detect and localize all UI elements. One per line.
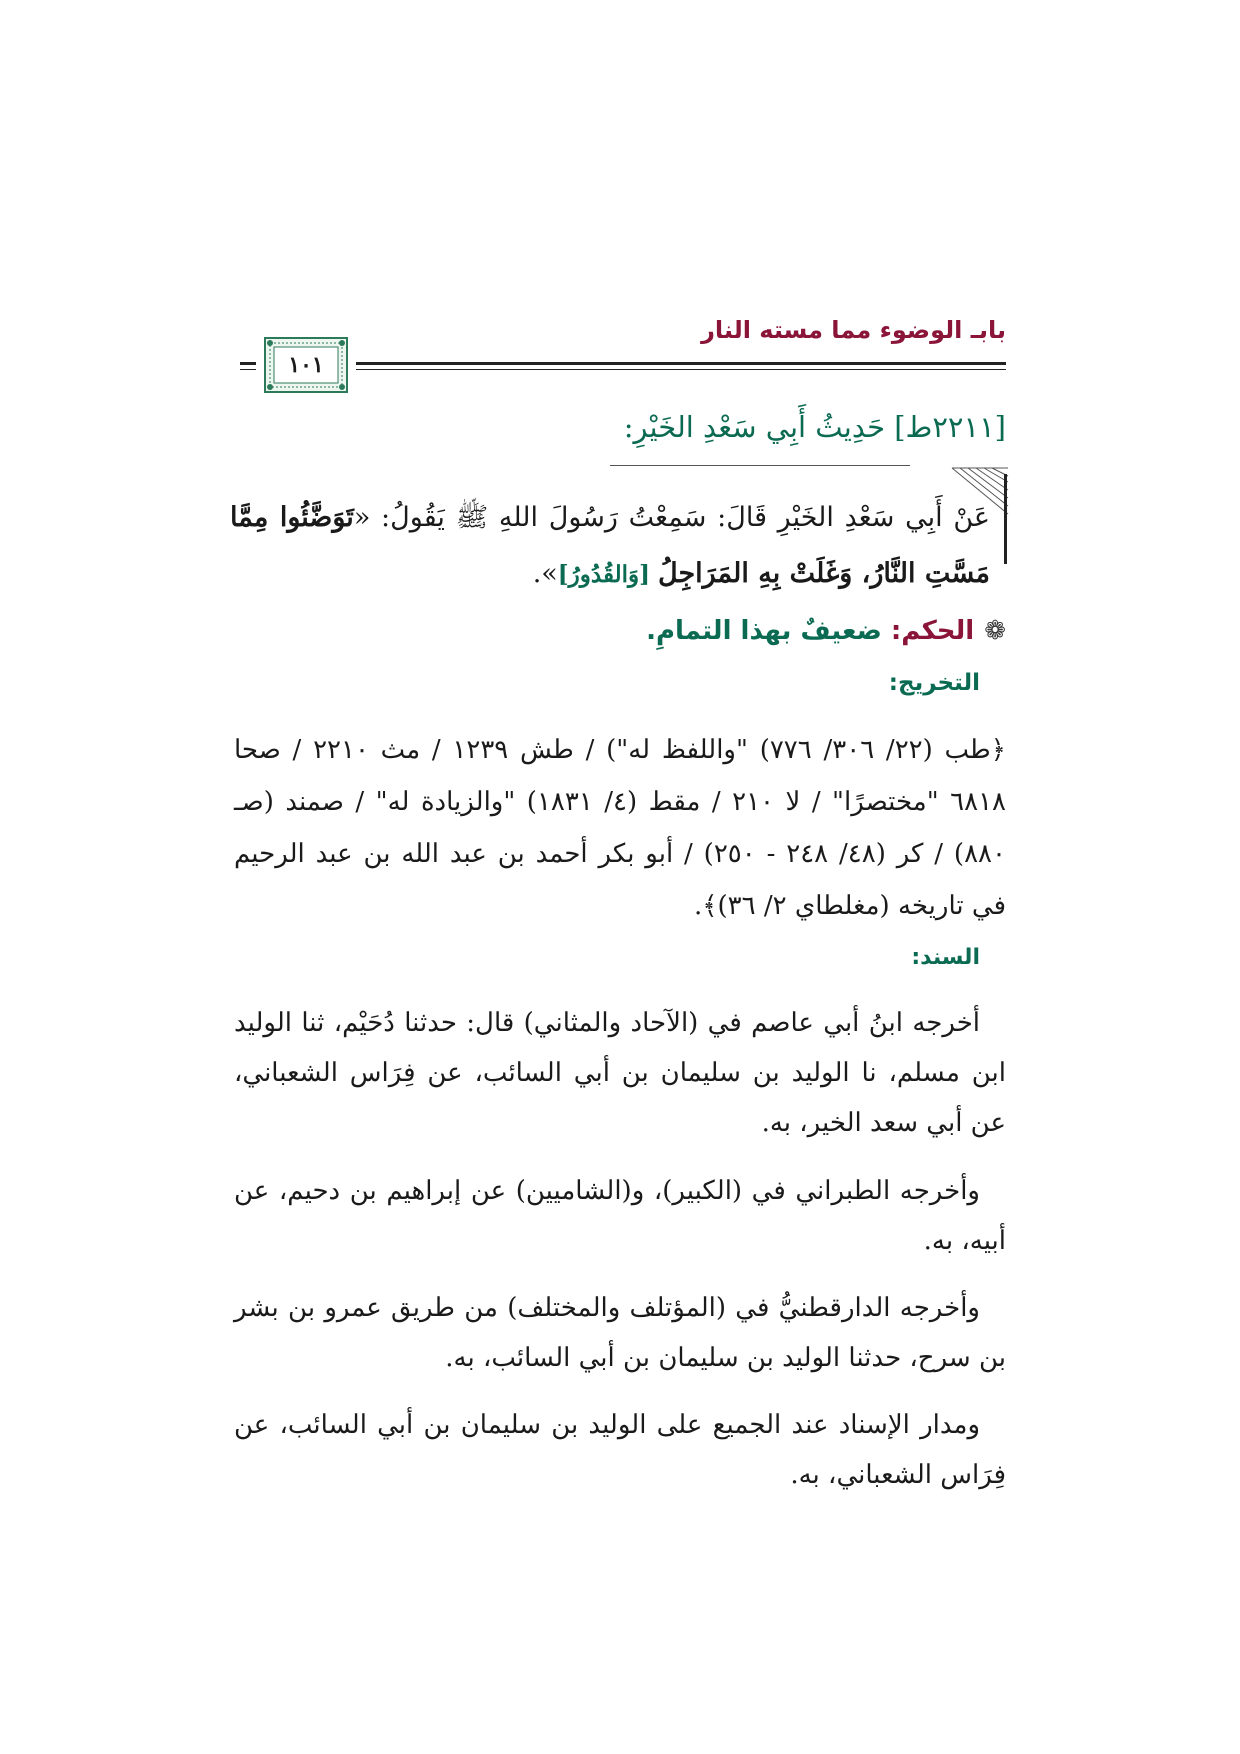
sanad-paragraph-2: وأخرجه الطبراني في (الكبير)، و(الشاميين) عن إبراهيم بن دحيم، عن أبيه، به.	[234, 1176, 1006, 1256]
matn-side-bar	[1004, 474, 1007, 564]
sanad-heading: السند:	[911, 945, 980, 970]
hadith-matn	[230, 490, 990, 603]
matn-end: ».	[532, 558, 558, 589]
hukm-label: الحكم:	[890, 616, 975, 646]
header-rule-thin	[356, 369, 1006, 370]
header-rule-left-thin	[240, 369, 256, 370]
matn-bracket: [وَالقُدُورُ]	[557, 561, 658, 588]
hadith-heading: [٢٢١١ط] حَدِيثُ أَبِي سَعْدِ الخَيْرِ:	[623, 410, 1006, 444]
header-rule	[356, 362, 1006, 365]
chapter-title: بابـ الوضوء مما مسته النار	[701, 316, 1006, 344]
matn-bold: تَوَضَّئُوا مِمَّا مَسَّتِ النَّارُ، وَغَلَتْ بِهِ المَرَاجِلُ	[230, 502, 990, 589]
matn-intro: عَنْ أَبِي سَعْدِ الخَيْرِ قَالَ: سَمِعْتُ رَسُولَ اللهِ ﷺ يَقُولُ: «	[353, 502, 990, 533]
hukm-line	[646, 616, 1006, 646]
takhrij-text: ﴿طب (٢٢/ ٣٠٦/ ٧٧٦) "واللفظ له") / طش ١٢٣٩ / مث ٢٢١٠ / صحا ٦٨١٨ "مختصرًا" / لا ٢١٠ / مقط (٤/ ١٨٣١) "والزيادة له" / صمند (صـ ٨٨٠) / كر (٤٨/ ٢٤٨ - ٢٥٠) / أبو بكر أحمد بن عبد الله بن عبد الرحيم في تاريخه (مغلطاي ٢/ ٣٦)﴾.	[234, 735, 1006, 921]
header-rule-left	[240, 362, 256, 365]
flower-bullet-icon: ❁	[984, 616, 1006, 646]
takhrij-heading: التخريج:	[888, 670, 980, 696]
sanad-paragraph-1: أخرجه ابنُ أبي عاصم في (الآحاد والمثاني) قال: حدثنا دُحَيْم، ثنا الوليد ابن مسلم، نا الوليد بن سليمان بن أبي السائب، عن فِرَاس الشعباني، عن أبي سعد الخير، به.	[234, 1008, 1006, 1138]
hukm-value: ضعيفٌ بهذا التمامِ.	[646, 616, 891, 646]
page-header	[240, 310, 1006, 396]
sanad-paragraph-3: وأخرجه الدارقطنيُّ في (المؤتلف والمختلف) من طريق عمرو بن بشر بن سرح، حدثنا الوليد بن سليمان بن أبي السائب، به.	[234, 1293, 1006, 1373]
sanad-paragraph-4: ومدار الإسناد عند الجميع على الوليد بن سليمان بن أبي السائب، عن فِرَاس الشعباني، به.	[234, 1410, 1006, 1490]
heading-underline	[610, 465, 910, 466]
page-number: ١٠١	[288, 352, 324, 378]
